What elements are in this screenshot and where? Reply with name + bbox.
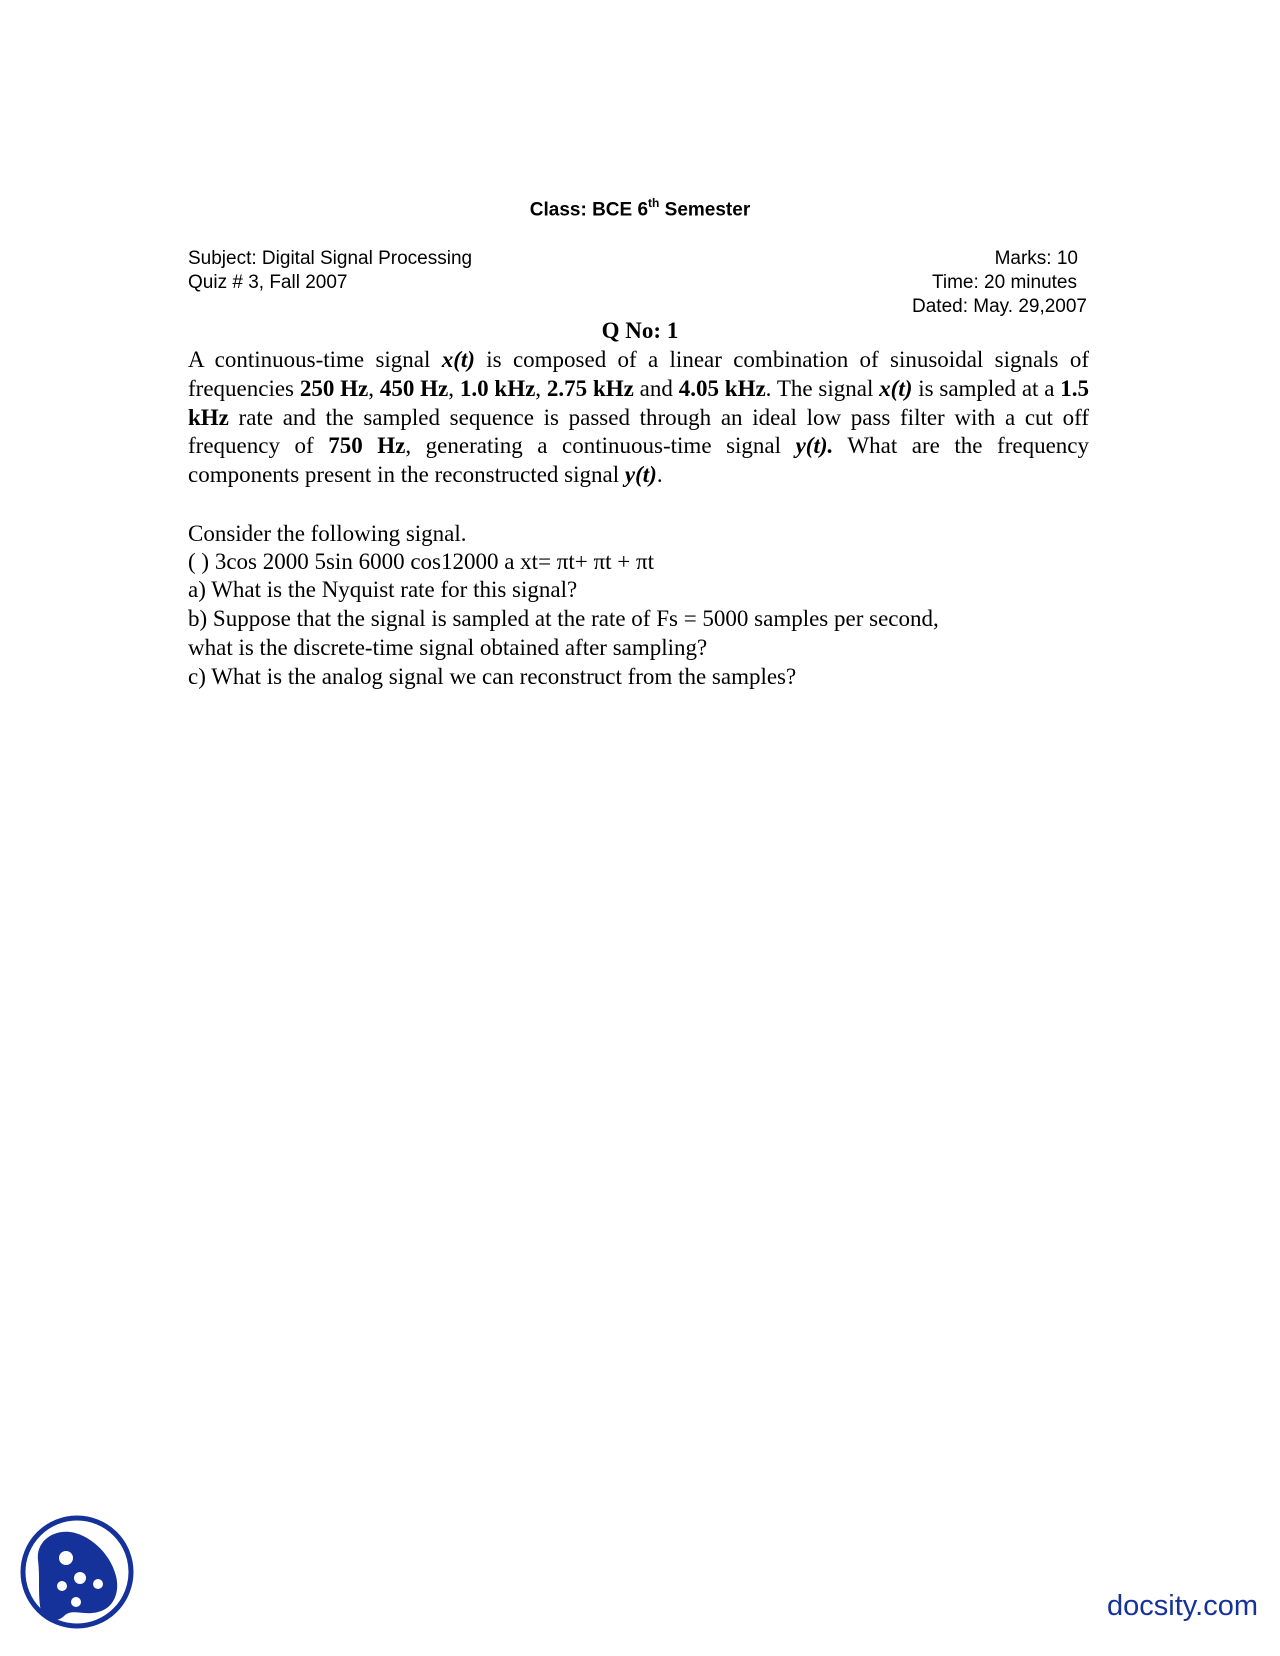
question-segment: is composed of a linear combination of sinusoidal signals of frequencies (188, 347, 1089, 401)
question-body (188, 346, 1089, 490)
quiz-line: Quiz # 3, Fall 2007 (188, 272, 348, 293)
question-segment: 1.0 kHz (459, 375, 536, 401)
signal-equation: ( ) 3cos 2000 5sin 6000 cos12000 a xt= πt+ πt + πt (188, 549, 654, 574)
marks-line: Marks: 10 (994, 248, 1078, 269)
question-segment: What are the frequency components present in the reconstructed signal (188, 433, 1089, 488)
question-segment: , (535, 375, 547, 401)
question-segment: 1.5 kHz (188, 375, 1090, 430)
question-segment: , (368, 375, 380, 401)
class-line (0, 197, 1280, 221)
question-title: Q No: 1 (601, 318, 679, 343)
subject-line: Subject: Digital Signal Processing (188, 248, 473, 269)
question-segment: and (633, 375, 679, 401)
question-segment: . (656, 462, 663, 488)
docsity-logo-icon[interactable] (18, 1512, 136, 1632)
question-segment: 750 Hz (328, 433, 406, 459)
question-segment: x(t) (441, 347, 475, 372)
question-part-b-line1: b) Suppose that the signal is sampled at the rate of Fs = 5000 samples per second, (188, 606, 939, 631)
class-prefix: Class: BCE 6 (529, 199, 649, 221)
consider-intro: Consider the following signal. (188, 521, 467, 546)
time-line: Time: 20 minutes (931, 272, 1077, 293)
docsity-brand-link[interactable]: docsity.com (1107, 1590, 1258, 1622)
question-segment: , (448, 375, 460, 401)
question-segment: rate and the sampled sequence is passed through an ideal low pass filter with a cut off frequency of (188, 404, 1089, 459)
class-superscript: th (648, 196, 660, 210)
question-part-a: a) What is the Nyquist rate for this signal? (188, 577, 578, 602)
question-segment: 4.05 kHz (678, 375, 766, 401)
question-segment: 250 Hz (299, 375, 369, 401)
question-segment: 2.75 kHz (546, 375, 634, 401)
question-segment: y(t) (624, 462, 657, 488)
question-part-b-line2: what is the discrete-time signal obtained after sampling? (188, 635, 708, 660)
question-segment: . The signal (765, 375, 880, 401)
question-segment: x(t) (879, 375, 913, 401)
question-segment: y(t). (795, 433, 834, 459)
question-segment: A continuous-time signal (188, 347, 442, 372)
question-segment: 450 Hz (379, 375, 449, 401)
dated-line: Dated: May. 29,2007 (912, 296, 1087, 317)
question-segment: is sampled at a (912, 375, 1061, 401)
question-segment: , generating a continuous-time signal (405, 433, 796, 459)
question-part-c: c) What is the analog signal we can reconstruct from the samples? (188, 664, 797, 689)
class-suffix: Semester (659, 199, 751, 221)
